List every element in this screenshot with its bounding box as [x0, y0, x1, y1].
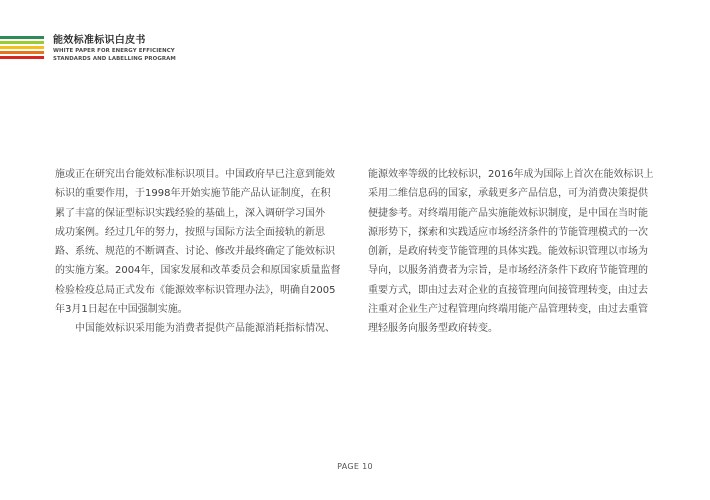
- body-line: 理轻服务向服务型政府转变。: [368, 323, 498, 335]
- stripe-orange: [0, 51, 44, 54]
- body-line: 施或正在研究出台能效标准标识项目。中国政府早已注意到能效: [55, 169, 335, 180]
- stripe-red: [0, 56, 44, 59]
- stripe-lime: [0, 41, 44, 44]
- body-line: 导向，以服务消费者为宗旨，是市场经济条件下政府节能管理的: [368, 265, 648, 277]
- header-title-cn: 能效标准标识白皮书: [53, 35, 146, 46]
- body-line: 创新，是政府转变节能管理的具体实践。能效标识管理以市场为: [368, 246, 648, 258]
- stripe-yellow: [0, 46, 44, 49]
- body-line: 注重对企业生产过程管理向终端用能产品管理转变，由过去重管: [368, 304, 648, 316]
- body-line: 标识的重要作用，于1998年开始实施节能产品认证制度，在积: [55, 188, 331, 200]
- body-line: 路、系统、规范的不断调查、讨论、修改并最终确定了能效标识: [55, 246, 335, 258]
- body-line: 年3月1日起在中国强制实施。: [55, 304, 188, 316]
- body-line: 成功案例。经过几年的努力，按照与国际方法全面接轨的新思: [55, 226, 325, 238]
- body-line: 采用二维信息码的国家，承载更多产品信息，可为消费决策提供: [368, 188, 648, 200]
- body-line: 重要方式，即由过去对企业的直接管理向间接管理转变，由过去: [368, 284, 648, 296]
- body-column-right: [368, 165, 658, 339]
- header-title-en-line1: WHITE PAPER FOR ENERGY EFFICIENCY: [53, 48, 175, 54]
- body-line: 源形势下，探索和实践适应市场经济条件的节能管理模式的一次: [368, 226, 648, 238]
- body-line: 的实施方案。2004年，国家发展和改革委员会和原国家质量监督: [55, 265, 341, 277]
- header-title-en-line2: STANDARDS AND LABELLING PROGRAM: [53, 56, 176, 62]
- body-column-left: [55, 165, 345, 339]
- color-stripes-logo: [0, 36, 44, 61]
- body-paragraph-start: 中国能效标识采用能为消费者提供产品能源消耗指标情况、: [75, 323, 335, 335]
- stripe-green: [0, 36, 44, 39]
- body-line: 便捷参考。对终端用能产品实施能效标识制度，是中国在当时能: [368, 207, 648, 219]
- document-header: [53, 34, 176, 63]
- body-line: 累了丰富的保证型标识实践经验的基础上，深入调研学习国外: [55, 207, 325, 219]
- page-number: PAGE 10: [337, 462, 373, 471]
- body-line: 能源效率等级的比较标识，2016年成为国际上首次在能效标识上: [368, 169, 654, 180]
- body-line: 检验检疫总局正式发布《能源效率标识管理办法》，明确自2005: [55, 284, 336, 296]
